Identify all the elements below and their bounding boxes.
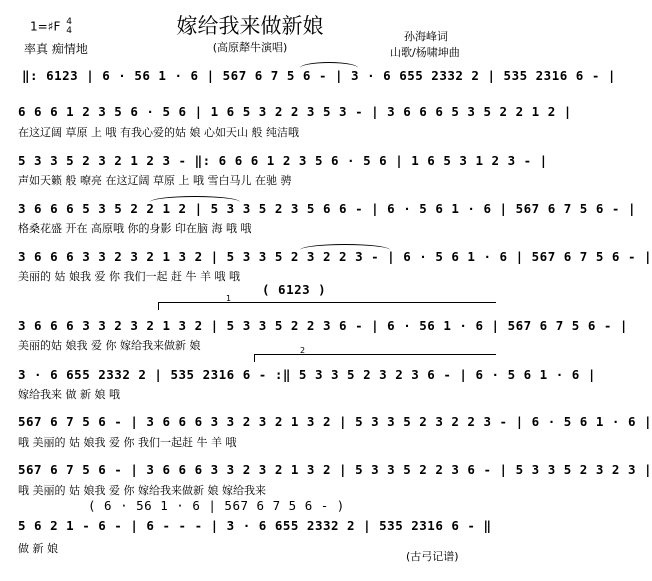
lyric-line-6: 美丽的姑 娘我 爱 你 嫁给我来做新 娘: [18, 339, 201, 352]
slur-mark: [150, 196, 240, 202]
lyric-line-2: 在这辽阔 草原 上 哦 有我心爱的姑 娘 心如天山 般 纯洁哦: [18, 126, 299, 139]
lyric-line-10: 做 新 娘: [18, 542, 58, 555]
composer-credit: 山歌/杨啸坤曲: [390, 46, 460, 59]
volta-bracket-edge: [254, 354, 255, 362]
key-text: 1=♯F: [30, 19, 61, 34]
notation-line-2: 6 6 6 1 2 3 5 6 · 5 6 | 1 6 5 3 2 2 3 5 3 - | 3 6 6 6 5 3 5 2 2 1 2 |: [18, 104, 572, 119]
notation-line-5: 3 6 6 6 3 3 2 3 2 1 3 2 | 5 3 3 5 2 3 2 2 3 - | 6 · 5 6 1 · 6 | 567 6 7 5 6 - |: [18, 249, 652, 264]
key-signature: [30, 18, 72, 36]
tempo-marking: 率真 痴情地: [24, 42, 88, 56]
lyric-line-5: 美丽的 姑 娘我 爱 你 我们一起 赶 牛 羊 哦 哦: [18, 270, 240, 283]
song-subtitle: (高原犛牛演唱): [212, 41, 288, 54]
lyric-line-9: 哦 美丽的 姑 娘我 爱 你 嫁给我来做新 娘 嫁给我来: [18, 484, 266, 497]
lyric-line-4: 格桑花盛 开在 高原哦 你的身影 印在脑 海 哦 哦: [18, 222, 252, 235]
lyric-line-7: 嫁给我来 做 新 娘 哦: [18, 388, 120, 401]
volta-bracket-1: [158, 302, 496, 303]
volta-bracket-2: [254, 354, 496, 355]
notation-line-4: 3 6 6 6 5 3 5 2 2 1 2 | 5 3 3 5 2 3 5 6 6 - | 6 · 5 6 1 · 6 | 567 6 7 5 6 - |: [18, 201, 636, 216]
time-signature: [66, 18, 72, 36]
lyric-line-8: 哦 美丽的 姑 娘我 爱 你 我们一起赶 牛 羊 哦: [18, 436, 237, 449]
volta-number-2: 2: [300, 346, 306, 355]
volta-bracket-edge: [158, 302, 159, 310]
lyric-line-3: 声如天籁 般 嘹亮 在这辽阔 草原 上 哦 雪白马儿 在驰 骋: [18, 174, 292, 187]
volta-number-1: 1: [226, 294, 232, 303]
bracketed-motif: ( 6 · 56 1 · 6 | 567 6 7 5 6 - ): [88, 498, 345, 513]
lyricist-credit: 孙海峰词: [404, 30, 448, 43]
meter-bottom: 4: [66, 26, 72, 36]
notation-line-6: 3 6 6 6 3 3 2 3 2 1 3 2 | 5 3 3 5 2 2 3 6 - | 6 · 56 1 · 6 | 567 6 7 5 6 - |: [18, 318, 628, 333]
song-title: 嫁给我来做新娘: [176, 14, 324, 38]
pickup-notes: ( 6123 ): [262, 282, 327, 297]
slur-mark: [300, 244, 390, 250]
notation-line-1: ‖: 6123 | 6 · 56 1 · 6 | 567 6 7 5 6 - | 3 · 6 655 2332 2 | 535 2316 6 - |: [22, 68, 616, 83]
transcriber-credit: (古弓记谱): [406, 550, 459, 563]
notation-line-7: 3 · 6 655 2332 2 | 535 2316 6 - :‖ 5 3 3 5 2 3 2 3 6 - | 6 · 5 6 1 · 6 |: [18, 367, 596, 382]
slur-mark: [300, 62, 358, 68]
notation-line-3: 5 3 3 5 2 3 2 1 2 3 - ‖: 6 6 6 1 2 3 5 6 · 5 6 | 1 6 5 3 1 2 3 - |: [18, 153, 548, 168]
notation-line-10: 5 6 2 1 - 6 - | 6 - - - | 3 · 6 655 2332 2 | 535 2316 6 - ‖: [18, 518, 492, 533]
notation-line-8: 567 6 7 5 6 - | 3 6 6 6 3 3 2 3 2 1 3 2 | 5 3 3 5 2 3 2 2 3 - | 6 · 5 6 1 · 6 |: [18, 414, 652, 429]
notation-line-9: 567 6 7 5 6 - | 3 6 6 6 3 3 2 3 2 1 3 2 | 5 3 3 5 2 2 3 6 - | 5 3 3 5 2 3 2 3 |: [18, 462, 652, 477]
meter-top: 4: [66, 17, 72, 27]
